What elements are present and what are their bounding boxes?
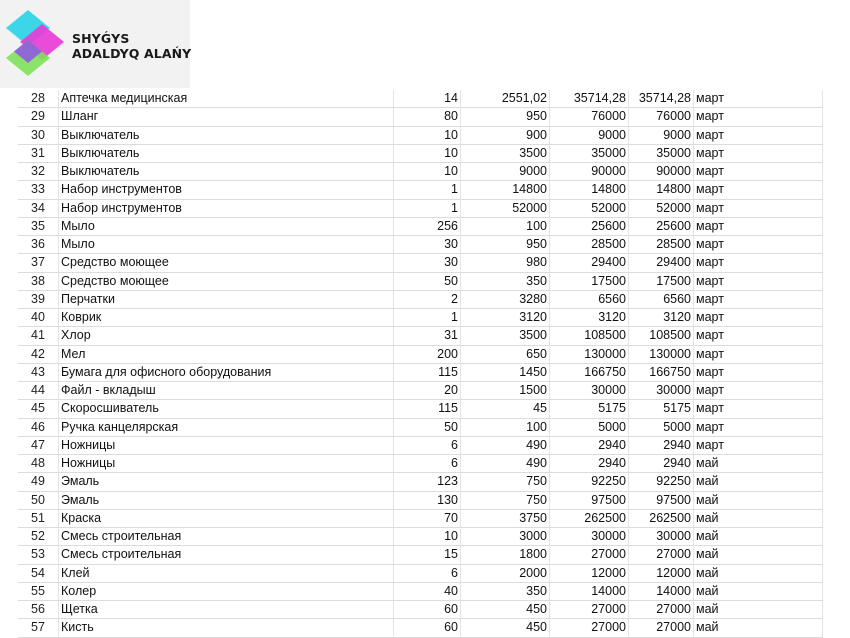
- month-cell[interactable]: май: [694, 546, 823, 564]
- row-number[interactable]: 50: [18, 491, 59, 509]
- item-name-cell[interactable]: Выключатель: [59, 144, 394, 162]
- row-number[interactable]: 34: [18, 199, 59, 217]
- price-cell[interactable]: 3500: [461, 144, 550, 162]
- total-cell[interactable]: 6560: [629, 290, 694, 308]
- month-cell[interactable]: май: [694, 619, 823, 637]
- month-cell[interactable]: март: [694, 290, 823, 308]
- month-cell[interactable]: март: [694, 436, 823, 454]
- price-cell[interactable]: 1450: [461, 363, 550, 381]
- price-cell[interactable]: 45: [461, 400, 550, 418]
- sum-cell[interactable]: 9000: [550, 126, 629, 144]
- sum-cell[interactable]: 5000: [550, 418, 629, 436]
- table-row: [18, 90, 823, 108]
- price-cell[interactable]: 980: [461, 254, 550, 272]
- item-name-cell[interactable]: Кисть: [59, 619, 394, 637]
- row-number[interactable]: 47: [18, 436, 59, 454]
- price-cell[interactable]: 2551,02: [461, 90, 550, 108]
- price-cell[interactable]: 3500: [461, 327, 550, 345]
- sum-cell[interactable]: 130000: [550, 345, 629, 363]
- price-cell[interactable]: 490: [461, 455, 550, 473]
- total-cell[interactable]: 35000: [629, 144, 694, 162]
- total-cell[interactable]: 30000: [629, 382, 694, 400]
- item-name-cell[interactable]: Мыло: [59, 236, 394, 254]
- month-cell[interactable]: март: [694, 418, 823, 436]
- quantity-cell[interactable]: 50: [394, 272, 461, 290]
- sum-cell[interactable]: 27000: [550, 619, 629, 637]
- item-name-cell[interactable]: Щетка: [59, 601, 394, 619]
- item-name-cell[interactable]: Набор инструментов: [59, 199, 394, 217]
- total-cell[interactable]: 166750: [629, 363, 694, 381]
- month-cell[interactable]: май: [694, 564, 823, 582]
- row-number[interactable]: 32: [18, 163, 59, 181]
- row-number[interactable]: 38: [18, 272, 59, 290]
- table-row: [18, 345, 823, 363]
- month-cell[interactable]: май: [694, 528, 823, 546]
- quantity-cell[interactable]: 30: [394, 236, 461, 254]
- row-number[interactable]: 49: [18, 473, 59, 491]
- row-number[interactable]: 57: [18, 619, 59, 637]
- row-number[interactable]: 45: [18, 400, 59, 418]
- table-row: [18, 254, 823, 272]
- table-row: [18, 546, 823, 564]
- table-row: [18, 181, 823, 199]
- price-cell[interactable]: 14800: [461, 181, 550, 199]
- month-cell[interactable]: март: [694, 363, 823, 381]
- sum-cell[interactable]: 90000: [550, 163, 629, 181]
- logo-text: [72, 31, 191, 61]
- quantity-cell[interactable]: 70: [394, 509, 461, 527]
- item-name-cell[interactable]: Хлор: [59, 327, 394, 345]
- table-row: [18, 491, 823, 509]
- total-cell[interactable]: 27000: [629, 619, 694, 637]
- month-cell[interactable]: март: [694, 199, 823, 217]
- month-cell[interactable]: май: [694, 455, 823, 473]
- item-name-cell[interactable]: Смесь строительная: [59, 528, 394, 546]
- price-cell[interactable]: 3750: [461, 509, 550, 527]
- quantity-cell[interactable]: 10: [394, 528, 461, 546]
- row-number[interactable]: 46: [18, 418, 59, 436]
- table-row: [18, 163, 823, 181]
- table-row: [18, 309, 823, 327]
- item-name-cell[interactable]: Ножницы: [59, 436, 394, 454]
- quantity-cell[interactable]: 20: [394, 382, 461, 400]
- quantity-cell[interactable]: 30: [394, 254, 461, 272]
- row-number[interactable]: 39: [18, 290, 59, 308]
- quantity-cell[interactable]: 60: [394, 601, 461, 619]
- sum-cell[interactable]: 17500: [550, 272, 629, 290]
- quantity-cell[interactable]: 1: [394, 181, 461, 199]
- row-number[interactable]: 42: [18, 345, 59, 363]
- spreadsheet-body: [18, 90, 823, 637]
- quantity-cell[interactable]: 6: [394, 436, 461, 454]
- month-cell[interactable]: март: [694, 217, 823, 235]
- row-number[interactable]: 56: [18, 601, 59, 619]
- total-cell[interactable]: 2940: [629, 436, 694, 454]
- table-row: [18, 601, 823, 619]
- sum-cell[interactable]: 3120: [550, 309, 629, 327]
- quantity-cell[interactable]: 10: [394, 144, 461, 162]
- quantity-cell[interactable]: 1: [394, 199, 461, 217]
- sum-cell[interactable]: 28500: [550, 236, 629, 254]
- item-name-cell[interactable]: Краска: [59, 509, 394, 527]
- month-cell[interactable]: март: [694, 144, 823, 162]
- quantity-cell[interactable]: 60: [394, 619, 461, 637]
- table-row: [18, 290, 823, 308]
- price-cell[interactable]: 950: [461, 236, 550, 254]
- quantity-cell[interactable]: 14: [394, 90, 461, 108]
- quantity-cell[interactable]: 1: [394, 309, 461, 327]
- logo: [0, 0, 190, 88]
- total-cell[interactable]: 14800: [629, 181, 694, 199]
- table-row: [18, 108, 823, 126]
- table-row: [18, 382, 823, 400]
- total-cell[interactable]: 28500: [629, 236, 694, 254]
- quantity-cell[interactable]: 115: [394, 400, 461, 418]
- item-name-cell[interactable]: Колер: [59, 582, 394, 600]
- price-cell[interactable]: 450: [461, 619, 550, 637]
- logo-mark-icon: [6, 8, 66, 80]
- item-name-cell[interactable]: Шланг: [59, 108, 394, 126]
- quantity-cell[interactable]: 6: [394, 564, 461, 582]
- sum-cell[interactable]: 6560: [550, 290, 629, 308]
- row-number[interactable]: 29: [18, 108, 59, 126]
- table-row: [18, 400, 823, 418]
- logo-line-2: ADALDYQ ALAŃY: [72, 46, 192, 61]
- month-cell[interactable]: май: [694, 491, 823, 509]
- month-cell[interactable]: март: [694, 327, 823, 345]
- price-cell[interactable]: 2000: [461, 564, 550, 582]
- total-cell[interactable]: 2940: [629, 455, 694, 473]
- month-cell[interactable]: март: [694, 345, 823, 363]
- total-cell[interactable]: 35714,28: [629, 90, 694, 108]
- total-cell[interactable]: 27000: [629, 601, 694, 619]
- quantity-cell[interactable]: 10: [394, 126, 461, 144]
- row-number[interactable]: 55: [18, 582, 59, 600]
- item-name-cell[interactable]: Ножницы: [59, 455, 394, 473]
- sum-cell[interactable]: 108500: [550, 327, 629, 345]
- item-name-cell[interactable]: Набор инструментов: [59, 181, 394, 199]
- month-cell[interactable]: март: [694, 126, 823, 144]
- price-cell[interactable]: 950: [461, 108, 550, 126]
- price-cell[interactable]: 750: [461, 491, 550, 509]
- table-row: [18, 272, 823, 290]
- month-cell[interactable]: март: [694, 163, 823, 181]
- total-cell[interactable]: 17500: [629, 272, 694, 290]
- row-number[interactable]: 43: [18, 363, 59, 381]
- row-number[interactable]: 31: [18, 144, 59, 162]
- total-cell[interactable]: 5000: [629, 418, 694, 436]
- total-cell[interactable]: 5175: [629, 400, 694, 418]
- price-cell[interactable]: 52000: [461, 199, 550, 217]
- spreadsheet-table: [18, 90, 823, 638]
- row-number[interactable]: 35: [18, 217, 59, 235]
- sum-cell[interactable]: 2940: [550, 455, 629, 473]
- total-cell[interactable]: 92250: [629, 473, 694, 491]
- quantity-cell[interactable]: 6: [394, 455, 461, 473]
- month-cell[interactable]: май: [694, 509, 823, 527]
- sum-cell[interactable]: 262500: [550, 509, 629, 527]
- total-cell[interactable]: 29400: [629, 254, 694, 272]
- quantity-cell[interactable]: 115: [394, 363, 461, 381]
- sum-cell[interactable]: 29400: [550, 254, 629, 272]
- sum-cell[interactable]: 12000: [550, 564, 629, 582]
- sum-cell[interactable]: 35714,28: [550, 90, 629, 108]
- row-number[interactable]: 48: [18, 455, 59, 473]
- item-name-cell[interactable]: Клей: [59, 564, 394, 582]
- quantity-cell[interactable]: 2: [394, 290, 461, 308]
- table-row: [18, 436, 823, 454]
- month-cell[interactable]: март: [694, 309, 823, 327]
- month-cell[interactable]: март: [694, 254, 823, 272]
- month-cell[interactable]: май: [694, 473, 823, 491]
- item-name-cell[interactable]: Эмаль: [59, 491, 394, 509]
- total-cell[interactable]: 3120: [629, 309, 694, 327]
- item-name-cell[interactable]: Мел: [59, 345, 394, 363]
- sum-cell[interactable]: 5175: [550, 400, 629, 418]
- sum-cell[interactable]: 27000: [550, 546, 629, 564]
- price-cell[interactable]: 450: [461, 601, 550, 619]
- price-cell[interactable]: 650: [461, 345, 550, 363]
- table-row: [18, 473, 823, 491]
- price-cell[interactable]: 9000: [461, 163, 550, 181]
- price-cell[interactable]: 900: [461, 126, 550, 144]
- sum-cell[interactable]: 30000: [550, 528, 629, 546]
- quantity-cell[interactable]: 130: [394, 491, 461, 509]
- sum-cell[interactable]: 166750: [550, 363, 629, 381]
- total-cell[interactable]: 9000: [629, 126, 694, 144]
- price-cell[interactable]: 3000: [461, 528, 550, 546]
- table-row: [18, 619, 823, 637]
- row-number[interactable]: 51: [18, 509, 59, 527]
- item-name-cell[interactable]: Коврик: [59, 309, 394, 327]
- row-number[interactable]: 28: [18, 90, 59, 108]
- month-cell[interactable]: май: [694, 601, 823, 619]
- total-cell[interactable]: 76000: [629, 108, 694, 126]
- row-number[interactable]: 41: [18, 327, 59, 345]
- table-row: [18, 418, 823, 436]
- table-row: [18, 199, 823, 217]
- table-row: [18, 455, 823, 473]
- row-number[interactable]: 36: [18, 236, 59, 254]
- logo-line-1: SHYǴYS: [72, 31, 130, 46]
- total-cell[interactable]: 14000: [629, 582, 694, 600]
- sum-cell[interactable]: 97500: [550, 491, 629, 509]
- sum-cell[interactable]: 52000: [550, 199, 629, 217]
- quantity-cell[interactable]: 50: [394, 418, 461, 436]
- total-cell[interactable]: 52000: [629, 199, 694, 217]
- month-cell[interactable]: март: [694, 181, 823, 199]
- quantity-cell[interactable]: 15: [394, 546, 461, 564]
- price-cell[interactable]: 100: [461, 418, 550, 436]
- price-cell[interactable]: 490: [461, 436, 550, 454]
- total-cell[interactable]: 25600: [629, 217, 694, 235]
- row-number[interactable]: 44: [18, 382, 59, 400]
- table-row: [18, 509, 823, 527]
- item-name-cell[interactable]: Выключатель: [59, 163, 394, 181]
- row-number[interactable]: 53: [18, 546, 59, 564]
- item-name-cell[interactable]: Бумага для офисного оборудования: [59, 363, 394, 381]
- quantity-cell[interactable]: 123: [394, 473, 461, 491]
- table-row: [18, 363, 823, 381]
- item-name-cell[interactable]: Скоросшиватель: [59, 400, 394, 418]
- sum-cell[interactable]: 25600: [550, 217, 629, 235]
- sum-cell[interactable]: 2940: [550, 436, 629, 454]
- total-cell[interactable]: 90000: [629, 163, 694, 181]
- row-number[interactable]: 40: [18, 309, 59, 327]
- row-number[interactable]: 52: [18, 528, 59, 546]
- item-name-cell[interactable]: Аптечка медицинская: [59, 90, 394, 108]
- item-name-cell[interactable]: Мыло: [59, 217, 394, 235]
- quantity-cell[interactable]: 40: [394, 582, 461, 600]
- quantity-cell[interactable]: 80: [394, 108, 461, 126]
- item-name-cell[interactable]: Файл - вкладыш: [59, 382, 394, 400]
- item-name-cell[interactable]: Перчатки: [59, 290, 394, 308]
- total-cell[interactable]: 262500: [629, 509, 694, 527]
- month-cell[interactable]: март: [694, 108, 823, 126]
- sum-cell[interactable]: 14800: [550, 181, 629, 199]
- month-cell[interactable]: март: [694, 382, 823, 400]
- table-row: [18, 126, 823, 144]
- quantity-cell[interactable]: 200: [394, 345, 461, 363]
- month-cell[interactable]: март: [694, 90, 823, 108]
- price-cell[interactable]: 1800: [461, 546, 550, 564]
- table-row: [18, 236, 823, 254]
- month-cell[interactable]: май: [694, 582, 823, 600]
- total-cell[interactable]: 30000: [629, 528, 694, 546]
- sum-cell[interactable]: 14000: [550, 582, 629, 600]
- item-name-cell[interactable]: Ручка канцелярская: [59, 418, 394, 436]
- month-cell[interactable]: март: [694, 400, 823, 418]
- price-cell[interactable]: 3120: [461, 309, 550, 327]
- quantity-cell[interactable]: 10: [394, 163, 461, 181]
- item-name-cell[interactable]: Смесь строительная: [59, 546, 394, 564]
- sum-cell[interactable]: 30000: [550, 382, 629, 400]
- sum-cell[interactable]: 27000: [550, 601, 629, 619]
- price-cell[interactable]: 750: [461, 473, 550, 491]
- sum-cell[interactable]: 92250: [550, 473, 629, 491]
- total-cell[interactable]: 12000: [629, 564, 694, 582]
- item-name-cell[interactable]: Выключатель: [59, 126, 394, 144]
- row-number[interactable]: 54: [18, 564, 59, 582]
- price-cell[interactable]: 3280: [461, 290, 550, 308]
- item-name-cell[interactable]: Средство моющее: [59, 272, 394, 290]
- month-cell[interactable]: март: [694, 236, 823, 254]
- row-number[interactable]: 37: [18, 254, 59, 272]
- total-cell[interactable]: 108500: [629, 327, 694, 345]
- row-number[interactable]: 33: [18, 181, 59, 199]
- quantity-cell[interactable]: 31: [394, 327, 461, 345]
- price-cell[interactable]: 100: [461, 217, 550, 235]
- table-row: [18, 564, 823, 582]
- table-row: [18, 217, 823, 235]
- row-number[interactable]: 30: [18, 126, 59, 144]
- month-cell[interactable]: март: [694, 272, 823, 290]
- price-cell[interactable]: 1500: [461, 382, 550, 400]
- price-cell[interactable]: 350: [461, 272, 550, 290]
- total-cell[interactable]: 27000: [629, 546, 694, 564]
- item-name-cell[interactable]: Эмаль: [59, 473, 394, 491]
- sum-cell[interactable]: 76000: [550, 108, 629, 126]
- table-row: [18, 582, 823, 600]
- table-row: [18, 528, 823, 546]
- total-cell[interactable]: 97500: [629, 491, 694, 509]
- price-cell[interactable]: 350: [461, 582, 550, 600]
- quantity-cell[interactable]: 256: [394, 217, 461, 235]
- table-row: [18, 144, 823, 162]
- sum-cell[interactable]: 35000: [550, 144, 629, 162]
- table-row: [18, 327, 823, 345]
- item-name-cell[interactable]: Средство моющее: [59, 254, 394, 272]
- total-cell[interactable]: 130000: [629, 345, 694, 363]
